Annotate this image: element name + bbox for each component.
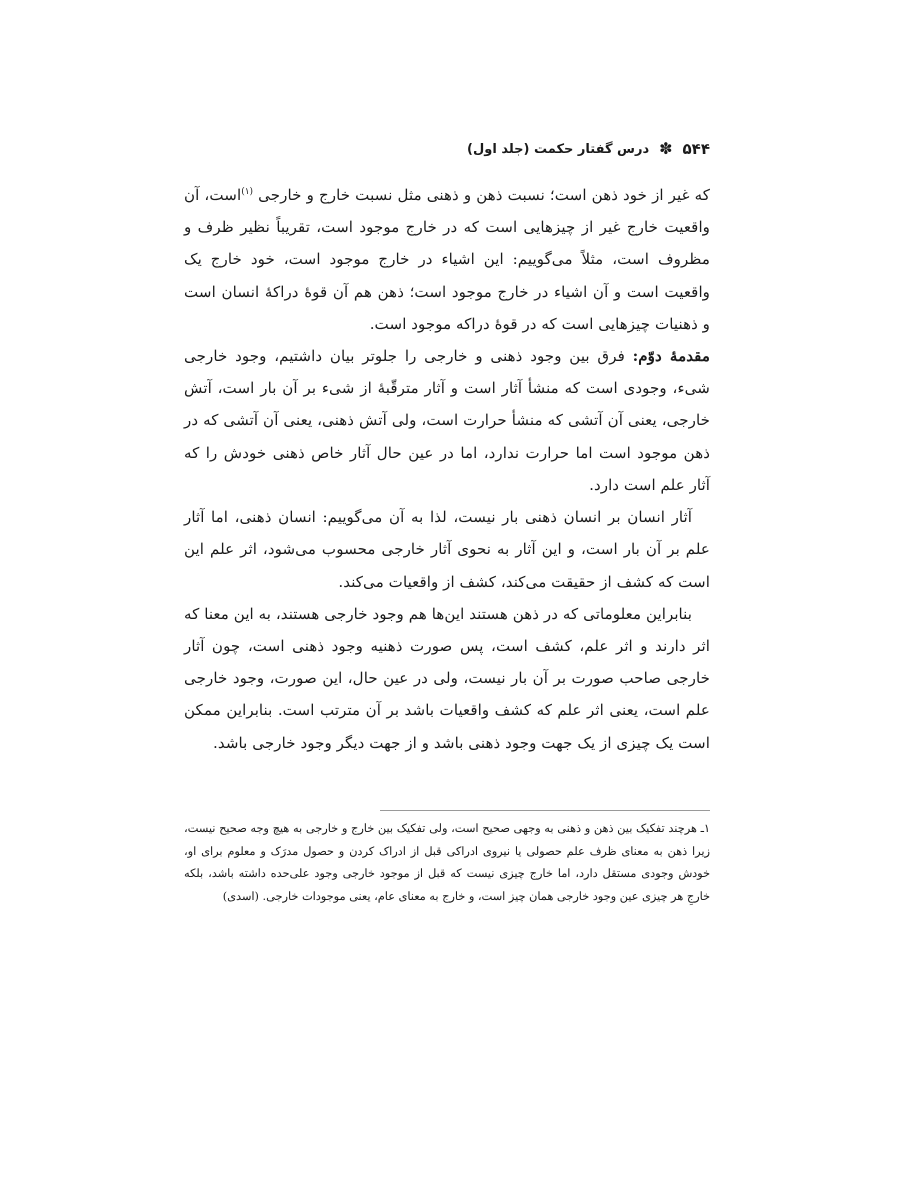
footnote-divider — [380, 810, 710, 811]
paragraph-4: بنابراین معلوماتی که در ذهن هستند این‌ها هم وجود خارجی هستند، به این معنا که اثر دارند و اثر علم، کشف است، پس صورت ذهنیه وجود ذهنی است، چون آثار خارجی صاحب صورت بر آن بار نیست، ولی در عین حال، این صورت، وجود خارجی علم است، یعنی اثر علم که کشف واقعیات باشد بر آن مترتب است. بنابراین ممکن است یک چیزی از یک جهت وجود ذهنی باشد و از جهت دیگر وجود خارجی باشد. — [184, 604, 710, 752]
paragraph-2 — [184, 340, 710, 501]
paragraph-1 — [184, 176, 710, 340]
paragraph-2-text: فرق بین وجود ذهنی و خارجی را جلوتر بیان داشتیم، وجود خارجی شیء، وجودی است که منشأ آثار است و آثار مترقّبهٔ از شیء بر آن بار است، آتش خارجی، یعنی آن آتشی که منشأ حرارت است، ولی آتش ذهنی، یعنی آن آتشی که در ذهن موجود است اما حرارت ندارد، اما در عین حال آثار خاص ذهنی خودش را که آثار علم است دارد. — [184, 347, 710, 494]
footnote: ۱ـ هرچند تفکیک بین ذهن و ذهنی به وجهی صحیح است، ولی تفکیک بین خارج و خارجی به هیچ وجه صحیح نیست، زیرا ذهن به معنای ظرف علم حصولی یا نیروی ادراکی قبل از ادراک کردن و حصول مدرَک و معلوم برای او، خودش وجودی مستقل دارد، اما خارج چیزی نیست که قبل از موجود خارجی وجود علی‌حده داشته باشد، بلکه خارجِ هر چیزی عین وجود خارجی همان چیز است، و خارج به معنای عام، یعنی موجودات خارجی. (اسدی) — [184, 822, 710, 903]
book-title: درس گفتار حکمت (جلد اول) — [467, 141, 650, 157]
ornament-star-icon: ✽ — [659, 139, 673, 158]
paragraph-1-rest: است، آن واقعیت خارج غیر از چیزهایی است که در خارج موجود است، تقریباً نظیر ظرف و مظروف است، مثلاً می‌گوییم: این اشیاء در خارج موجود است، خود خارج یک واقعیت است و آن اشیاء در خارج موجود است؛ ذهن هم آن قوهٔ دراکهٔ انسان است و ذهنیات چیزهایی است که در قوهٔ دراکه موجود است. — [184, 186, 710, 333]
footnote-reference: (۱) — [241, 187, 254, 197]
paragraph-3: آثار انسان بر انسان ذهنی بار نیست، لذا به آن می‌گوییم: انسان ذهنی، اما آثار علم بر آن بار است، و این آثار به نحوی آثار خارجی محسوب می‌شود، اثر علم این است که کشف از حقیقت می‌کند، کشف از واقعیات می‌کند. — [184, 508, 710, 591]
running-head — [190, 140, 710, 158]
paragraph-1-start: که غیر از خود ذهن است؛ نسبت ذهن و ذهنی مثل نسبت خارج و خارجی — [258, 186, 711, 205]
body-text — [184, 176, 710, 759]
section-heading-second-premise: مقدمهٔ دوّم: — [632, 347, 711, 366]
page-number: ۵۴۴ — [682, 140, 710, 158]
